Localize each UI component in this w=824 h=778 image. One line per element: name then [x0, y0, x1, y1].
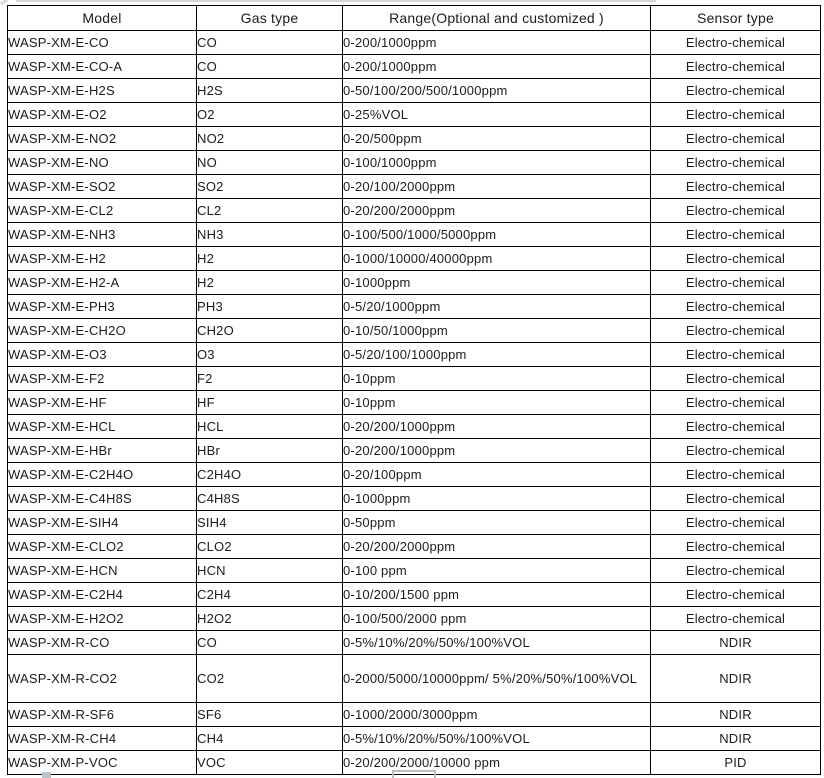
table-row — [8, 295, 821, 319]
table-row — [8, 439, 821, 463]
header-cell-sensor: Sensor type — [651, 6, 821, 31]
table-row — [8, 175, 821, 199]
cell-gas: CO — [197, 31, 343, 55]
cell-sensor: Electro-chemical — [651, 271, 821, 295]
table-row — [8, 367, 821, 391]
cell-range: 0-50ppm — [343, 511, 651, 535]
cell-range: 0-100/1000ppm — [343, 151, 651, 175]
cell-sensor: Electro-chemical — [651, 583, 821, 607]
cell-model: WASP-XM-E-HCL — [8, 415, 197, 439]
table-row — [8, 391, 821, 415]
cell-sensor: Electro-chemical — [651, 151, 821, 175]
screenshot-artifact-bottom-left — [42, 772, 51, 778]
cell-gas: SF6 — [197, 703, 343, 727]
cell-sensor: Electro-chemical — [651, 295, 821, 319]
cell-model: WASP-XM-R-CO — [8, 631, 197, 655]
cell-range: 0-5%/10%/20%/50%/100%VOL — [343, 631, 651, 655]
table-row — [8, 319, 821, 343]
cell-sensor: Electro-chemical — [651, 391, 821, 415]
cell-sensor: Electro-chemical — [651, 319, 821, 343]
table-row — [8, 247, 821, 271]
cell-model: WASP-XM-E-C2H4 — [8, 583, 197, 607]
cell-sensor: Electro-chemical — [651, 559, 821, 583]
cell-sensor: Electro-chemical — [651, 223, 821, 247]
cell-range: 0-20/100ppm — [343, 463, 651, 487]
cell-range: 0-5/20/100/1000ppm — [343, 343, 651, 367]
table-row — [8, 583, 821, 607]
cell-model: WASP-XM-E-CO-A — [8, 55, 197, 79]
table-row — [8, 655, 821, 703]
cell-model: WASP-XM-E-HF — [8, 391, 197, 415]
table-row — [8, 727, 821, 751]
cell-sensor: NDIR — [651, 655, 821, 703]
table-row — [8, 199, 821, 223]
cell-model: WASP-XM-E-F2 — [8, 367, 197, 391]
cell-gas: CO2 — [197, 655, 343, 703]
cell-gas: H2S — [197, 79, 343, 103]
cell-range: 0-5/20/1000ppm — [343, 295, 651, 319]
cell-sensor: Electro-chemical — [651, 127, 821, 151]
cell-model: WASP-XM-E-C4H8S — [8, 487, 197, 511]
cell-range: 0-20/200/2000ppm — [343, 199, 651, 223]
cell-model: WASP-XM-E-CO — [8, 31, 197, 55]
cell-range: 0-1000/10000/40000ppm — [343, 247, 651, 271]
table-row — [8, 55, 821, 79]
cell-sensor: Electro-chemical — [651, 487, 821, 511]
cell-model: WASP-XM-E-NH3 — [8, 223, 197, 247]
cell-sensor: Electro-chemical — [651, 535, 821, 559]
cell-range: 0-50/100/200/500/1000ppm — [343, 79, 651, 103]
table-row — [8, 631, 821, 655]
cell-sensor: PID — [651, 751, 821, 775]
cell-range: 0-200/1000ppm — [343, 55, 651, 79]
cell-model: WASP-XM-E-NO — [8, 151, 197, 175]
cell-gas: F2 — [197, 367, 343, 391]
cell-range: 0-1000ppm — [343, 487, 651, 511]
cell-range: 0-10/50/1000ppm — [343, 319, 651, 343]
cell-model: WASP-XM-E-CL2 — [8, 199, 197, 223]
cell-model: WASP-XM-E-SIH4 — [8, 511, 197, 535]
cell-sensor: Electro-chemical — [651, 367, 821, 391]
cell-sensor: Electro-chemical — [651, 247, 821, 271]
cell-gas: CO — [197, 631, 343, 655]
header-cell-gas: Gas type — [197, 6, 343, 31]
table-row — [8, 79, 821, 103]
cell-range: 0-100/500/1000/5000ppm — [343, 223, 651, 247]
cell-sensor: Electro-chemical — [651, 439, 821, 463]
cell-gas: NO2 — [197, 127, 343, 151]
table-row — [8, 31, 821, 55]
table-row — [8, 463, 821, 487]
table-row — [8, 271, 821, 295]
cell-range: 0-20/200/1000ppm — [343, 415, 651, 439]
header-cell-model: Model — [8, 6, 197, 31]
cell-range: 0-25%VOL — [343, 103, 651, 127]
table-row — [8, 703, 821, 727]
cell-model: WASP-XM-E-H2O2 — [8, 607, 197, 631]
table-row — [8, 559, 821, 583]
cell-model: WASP-XM-R-CH4 — [8, 727, 197, 751]
cell-gas: O2 — [197, 103, 343, 127]
cell-sensor: Electro-chemical — [651, 175, 821, 199]
cell-gas: C2H4 — [197, 583, 343, 607]
cell-sensor: NDIR — [651, 703, 821, 727]
cell-sensor: Electro-chemical — [651, 343, 821, 367]
cell-range: 0-100 ppm — [343, 559, 651, 583]
cell-range: 0-1000ppm — [343, 271, 651, 295]
cell-gas: C4H8S — [197, 487, 343, 511]
cell-model: WASP-XM-E-H2-A — [8, 271, 197, 295]
cell-range: 0-5%/10%/20%/50%/100%VOL — [343, 727, 651, 751]
table-row — [8, 607, 821, 631]
cell-gas: HCL — [197, 415, 343, 439]
cell-model: WASP-XM-E-CLO2 — [8, 535, 197, 559]
cell-gas: CLO2 — [197, 535, 343, 559]
table-header-row — [8, 6, 821, 31]
cell-model: WASP-XM-P-VOC — [8, 751, 197, 775]
table-row — [8, 103, 821, 127]
table-row — [8, 223, 821, 247]
cell-gas: CO — [197, 55, 343, 79]
table-row — [8, 511, 821, 535]
cell-model: WASP-XM-E-NO2 — [8, 127, 197, 151]
cell-range: 0-20/200/1000ppm — [343, 439, 651, 463]
table-row — [8, 415, 821, 439]
cell-gas: VOC — [197, 751, 343, 775]
cell-sensor: Electro-chemical — [651, 511, 821, 535]
cell-model: WASP-XM-R-CO2 — [8, 655, 197, 703]
cell-range: 0-20/500ppm — [343, 127, 651, 151]
table-row — [8, 151, 821, 175]
cell-model: WASP-XM-E-CH2O — [8, 319, 197, 343]
table-row — [8, 535, 821, 559]
cell-gas: HBr — [197, 439, 343, 463]
cell-sensor: Electro-chemical — [651, 415, 821, 439]
cell-range: 0-20/100/2000ppm — [343, 175, 651, 199]
cell-gas: C2H4O — [197, 463, 343, 487]
cell-range: 0-20/200/2000/10000 ppm — [343, 751, 651, 775]
table-body — [8, 31, 821, 775]
cell-range: 0-10ppm — [343, 391, 651, 415]
screenshot-artifact-bottom-bracket — [392, 770, 436, 778]
cell-range: 0-10/200/1500 ppm — [343, 583, 651, 607]
cell-gas: HF — [197, 391, 343, 415]
cell-model: WASP-XM-E-HBr — [8, 439, 197, 463]
cell-range: 0-1000/2000/3000ppm — [343, 703, 651, 727]
cell-gas: PH3 — [197, 295, 343, 319]
cell-range: 0-100/500/2000 ppm — [343, 607, 651, 631]
cell-gas: CH4 — [197, 727, 343, 751]
table-row — [8, 127, 821, 151]
cell-gas: CL2 — [197, 199, 343, 223]
cell-gas: CH2O — [197, 319, 343, 343]
cell-range: 0-200/1000ppm — [343, 31, 651, 55]
cell-model: WASP-XM-E-O2 — [8, 103, 197, 127]
gas-sensor-spec-table — [7, 5, 821, 775]
cell-gas: O3 — [197, 343, 343, 367]
cell-model: WASP-XM-E-PH3 — [8, 295, 197, 319]
cell-sensor: Electro-chemical — [651, 31, 821, 55]
cell-model: WASP-XM-E-H2S — [8, 79, 197, 103]
cell-range: 0-2000/5000/10000ppm/ 5%/20%/50%/100%VOL — [343, 655, 651, 703]
cell-sensor: Electro-chemical — [651, 199, 821, 223]
cell-model: WASP-XM-E-H2 — [8, 247, 197, 271]
cell-gas: H2 — [197, 247, 343, 271]
cell-gas: NO — [197, 151, 343, 175]
cell-model: WASP-XM-E-SO2 — [8, 175, 197, 199]
cell-range: 0-20/200/2000ppm — [343, 535, 651, 559]
cell-sensor: NDIR — [651, 727, 821, 751]
cell-sensor: NDIR — [651, 631, 821, 655]
cell-gas: NH3 — [197, 223, 343, 247]
cell-sensor: Electro-chemical — [651, 55, 821, 79]
cell-gas: H2 — [197, 271, 343, 295]
cell-sensor: Electro-chemical — [651, 103, 821, 127]
cell-model: WASP-XM-E-HCN — [8, 559, 197, 583]
cell-gas: SO2 — [197, 175, 343, 199]
header-cell-range: Range(Optional and customized ) — [343, 6, 651, 31]
cell-model: WASP-XM-R-SF6 — [8, 703, 197, 727]
cell-gas: SIH4 — [197, 511, 343, 535]
cell-range: 0-10ppm — [343, 367, 651, 391]
cell-sensor: Electro-chemical — [651, 463, 821, 487]
cell-sensor: Electro-chemical — [651, 607, 821, 631]
screenshot-artifact-top-line — [16, 0, 656, 2]
cell-model: WASP-XM-E-C2H4O — [8, 463, 197, 487]
cell-model: WASP-XM-E-O3 — [8, 343, 197, 367]
table-row — [8, 343, 821, 367]
table-row — [8, 487, 821, 511]
cell-gas: H2O2 — [197, 607, 343, 631]
cell-sensor: Electro-chemical — [651, 79, 821, 103]
cell-gas: HCN — [197, 559, 343, 583]
